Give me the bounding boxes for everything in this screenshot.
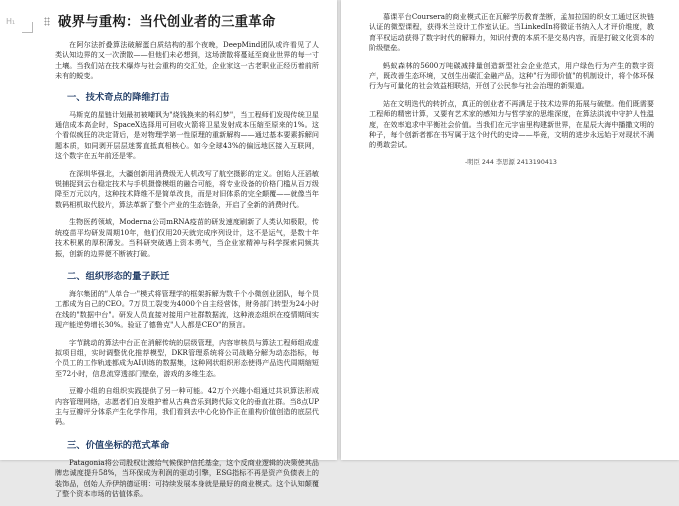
section3-paragraph-2: 慕课平台Coursera的商业模式正在瓦解学历教育垄断，孟加拉国的织女工通过区块链认证的微型课程，获得米兰设计工作室认证。当LinkedIn将微证书纳入人才评价维度，教育平权运动获得了数字时代的解释力，知识付费的本质不是交易内容，而是打破文化资本的阶级壁垒。 <box>369 12 654 53</box>
page-left-content <box>55 40 319 506</box>
section-heading-2: 二、组织形态的量子跃迁 <box>67 270 170 282</box>
section2-paragraph-3: 豆瓣小组的自组织实践提供了另一种可能。42万个兴趣小组通过共识算法形成内容管理网络，志愿者们自发维护着从古典音乐到跨代际文化的垂直社群。当8点UP主与豆瓣评分体系产生化学作用，我们看到去中心化协作正在重构价值创造的底层代码。 <box>55 386 319 427</box>
author-signature: -明臣 244 李思源 2413190413 <box>465 158 557 166</box>
section-heading-1: 一、技术奇点的降维打击 <box>67 91 170 103</box>
page-right-content <box>369 12 654 175</box>
document-title: 破界与重构：当代创业者的三重革命 <box>58 14 276 30</box>
crop-mark <box>22 22 33 33</box>
section3-paragraph-1-start: Patagonia将公司股权让渡给气候保护信托基金，这个反商业逻辑的决策使其品牌忠诚度提升58%，当环保成为利润的驱动引擎，ESG指标不再是资产负债表上的装饰品，创始人乔伊纳德证明：可持续发展本身就是最好的商业模式。这个认知颠覆了整个资本市场的估值体系。 <box>55 457 319 498</box>
intro-paragraph: 在阿尔法折叠算法破解蛋白质结构的那个夜晚，DeepMind团队或许看见了人类认知边界的又一次溃散——但他们未必想到，这场溃散将蔓延至商业世界的每一寸土壤。当我们站在技术爆炸与社会重构的交汇处，企业家这一古老职业正经历着前所未有的蜕变。 <box>55 40 319 81</box>
section1-paragraph-1: 马斯克的星链计划最初被嘲讽为"烧钱换来的科幻梦"，当工程师们发现传统卫星通信成本高企时，SpaceX选择用可回收火箭将卫星发射成本压缩至原来的1%。这个看似疯狂的决定背后，是对物理学第一性原理的重新解构——通过基本要素拆解问题本质，如同剥开层层迷雾直抵真相核心。如今全球43%的偏远地区接入互联网，这个数字在五年前还是零。 <box>55 109 319 161</box>
heading-style-marker: H₁ <box>6 17 16 26</box>
section2-paragraph-2: 字节跳动的算法中台正在消解传统的层级管理，内容审核员与算法工程师组成虚拟项目组，实时调整优化推荐模型，DKR管理系统将公司战略分解为动态指标，每个员工的工作轨迹都成为AI训练的数据集，这种网状组织形态使得产品迭代周期缩短至72小时，信息流穿透部门壁垒，游戏的多维生态。 <box>55 337 319 378</box>
section1-paragraph-3: 生物医药领域，Moderna公司mRNA疫苗的研发速度刷新了人类认知极限，传统疫苗平均研发周期10年，他们仅用20天就完成序列设计，这不是运气，是数十年技术积累的厚积薄发。当科研突破遇上资本勇气，当企业家精神与科学探索同频共振，创新的边界便不断被打破。 <box>55 217 319 258</box>
document-page-left <box>0 0 337 498</box>
conclusion-paragraph: 站在文明迭代的转折点，真正的创业者不再满足于技术边界的拓展与破壁。他们既需要工程师的精密计算，又要有艺术家的感知力与哲学家的思维深度，在算法洪流中守护人性温度，在效率追求中平衡社会价值。当我们在元宇宙里构建新世界，在星辰大海中播撒文明的种子，每个创新者都在书写属于这个时代的史诗——毕竟，文明的进步永远始于对现状不满的勇敢尝试。 <box>369 98 654 150</box>
document-page-right <box>341 0 679 460</box>
section2-paragraph-1: 海尔集团的"人单合一"模式将管理学的框架拆解为数千个小微创业团队，每个员工都成为自己的CEO。7万员工裂变为4000个自主经营体，财务部门转型为24小时在线的"数据中台"。研发人员直接对接用户社群数据流，这种液态组织在疫情期间实现产能逆势增长30%。验证了德鲁克"人人都是CEO"的预言。 <box>55 288 319 330</box>
drag-handle-icon[interactable] <box>44 17 50 26</box>
section1-paragraph-2: 在深圳华强北，大疆创新用消费级无人机改写了航空摄影的定义。创始人汪滔敏锐捕捉到云台稳定技术与手机摄像模组的融合可能，将专业设备的价格门槛从百万级降至万元以内，这种技术降维不是简单改良，而是对旧体系的完全颠覆——就像当年数码相机取代胶片，算法革新了整个产业的生态链条，开启了全新的消费时代。 <box>55 168 319 209</box>
section-heading-3: 三、价值坐标的范式革命 <box>67 439 170 451</box>
section3-paragraph-3: 蚂蚁森林的5600万吨碳减排量创造新型社会企业范式，用户绿色行为产生的数字资产，既改善生态环境，又创生出碳汇金融产品，这种"行为即价值"的机制设计，将个体环保行为与可量化的社会效益相联结，开创了公民参与社会治理的新渠道。 <box>369 60 654 91</box>
